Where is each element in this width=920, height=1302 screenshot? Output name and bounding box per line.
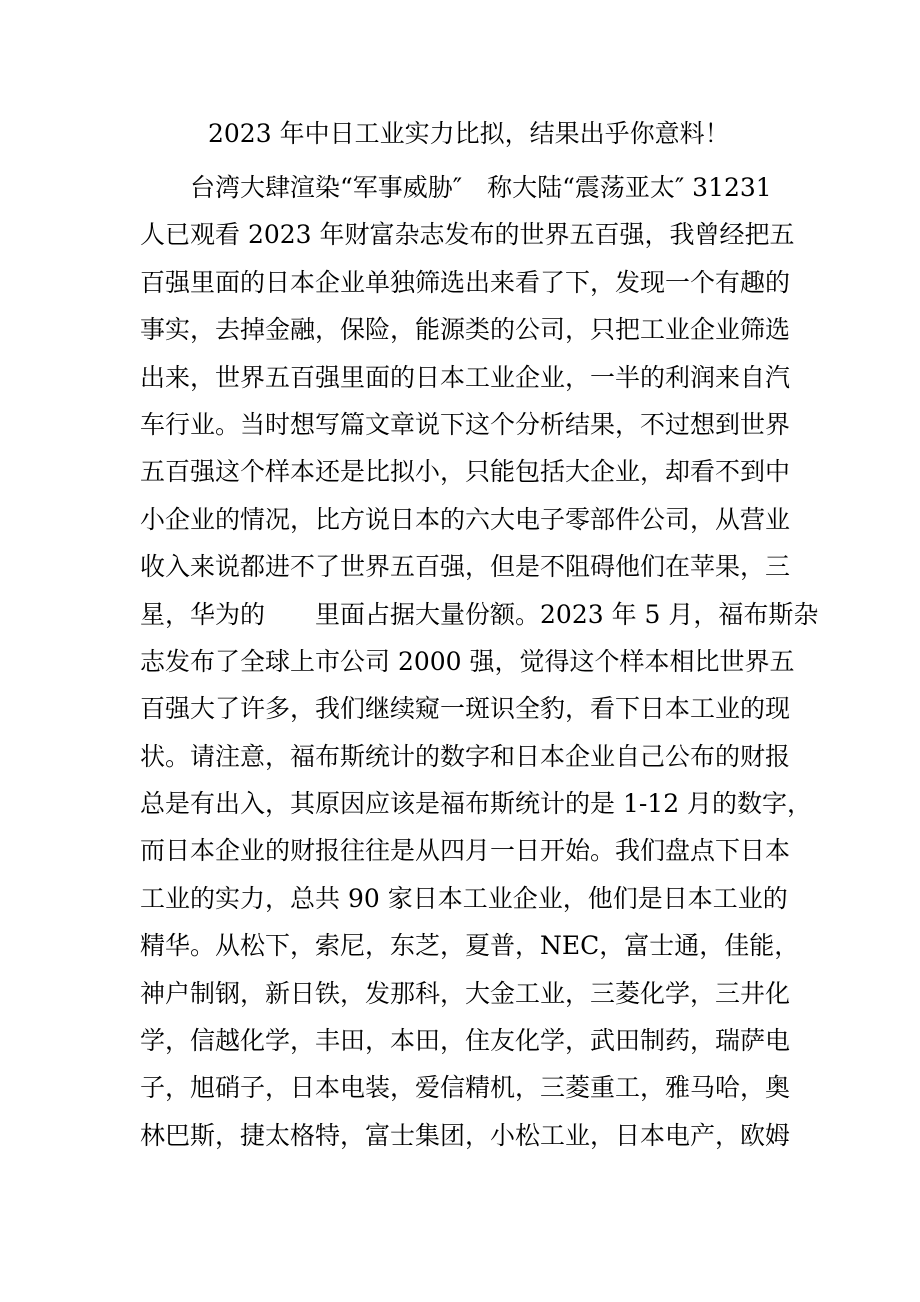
body-line: 志发布了全球上市公司 2000 强，觉得这个样本相比世界五 bbox=[140, 646, 795, 676]
body-line: 台湾大肆渲染“军事威胁″ 称大陆“震荡亚太″ 31231 bbox=[190, 173, 772, 202]
body-line: 百强大了许多，我们继续窥一斑识全豹，看下日本工业的现 bbox=[140, 694, 791, 724]
body-line: 学，信越化学，丰田，本田，住友化学，武田制药，瑞萨电 bbox=[140, 1026, 791, 1056]
body-line: 事实，去掉金融，保险，能源类的公司，只把工业企业筛选 bbox=[140, 315, 791, 345]
body-line: 五百强这个样本还是比拟小，只能包括大企业，却看不到中 bbox=[140, 457, 791, 487]
body-line: 总是有出入，其原因应该是福布斯统计的是 1-12 月的数字， bbox=[140, 789, 813, 819]
body-line: 车行业。当时想写篇文章说下这个分析结果，不过想到世界 bbox=[140, 409, 791, 439]
document-title: 2023 年中日工业实力比拟，结果出乎你意料！ bbox=[208, 119, 730, 148]
body-line: 出来，世界五百强里面的日本工业企业，一半的利润来自汽 bbox=[140, 362, 791, 392]
body-line: 星，华为的 里面占据大量份额。2023 年 5 月，福布斯杂 bbox=[140, 599, 819, 629]
body-line: 精华。从松下，索尼，东芝，夏普，NEC，富士通，佳能， bbox=[140, 931, 800, 961]
body-line: 百强里面的日本企业单独筛选出来看了下，发现一个有趣的 bbox=[140, 267, 791, 297]
body-line: 状。请注意，福布斯统计的数字和日本企业自己公布的财报 bbox=[140, 741, 791, 771]
body-line: 收入来说都进不了世界五百强，但是不阻碍他们在苹果，三 bbox=[140, 552, 791, 582]
body-line: 而日本企业的财报往往是从四月一日开始。我们盘点下日本 bbox=[140, 836, 791, 866]
document-body bbox=[140, 164, 819, 1159]
body-line: 神户制钢，新日铁，发那科，大金工业，三菱化学，三井化 bbox=[140, 978, 791, 1008]
body-line: 子，旭硝子，日本电装，爱信精机，三菱重工，雅马哈，奥 bbox=[140, 1073, 791, 1103]
body-line: 林巴斯，捷太格特，富士集团，小松工业，日本电产，欧姆 bbox=[140, 1120, 791, 1150]
body-line: 小企业的情况，比方说日本的六大电子零部件公司，从营业 bbox=[140, 504, 791, 534]
body-line: 人已观看 2023 年财富杂志发布的世界五百强，我曾经把五 bbox=[140, 220, 795, 250]
body-line: 工业的实力，总共 90 家日本工业企业，他们是日本工业的 bbox=[140, 883, 788, 913]
